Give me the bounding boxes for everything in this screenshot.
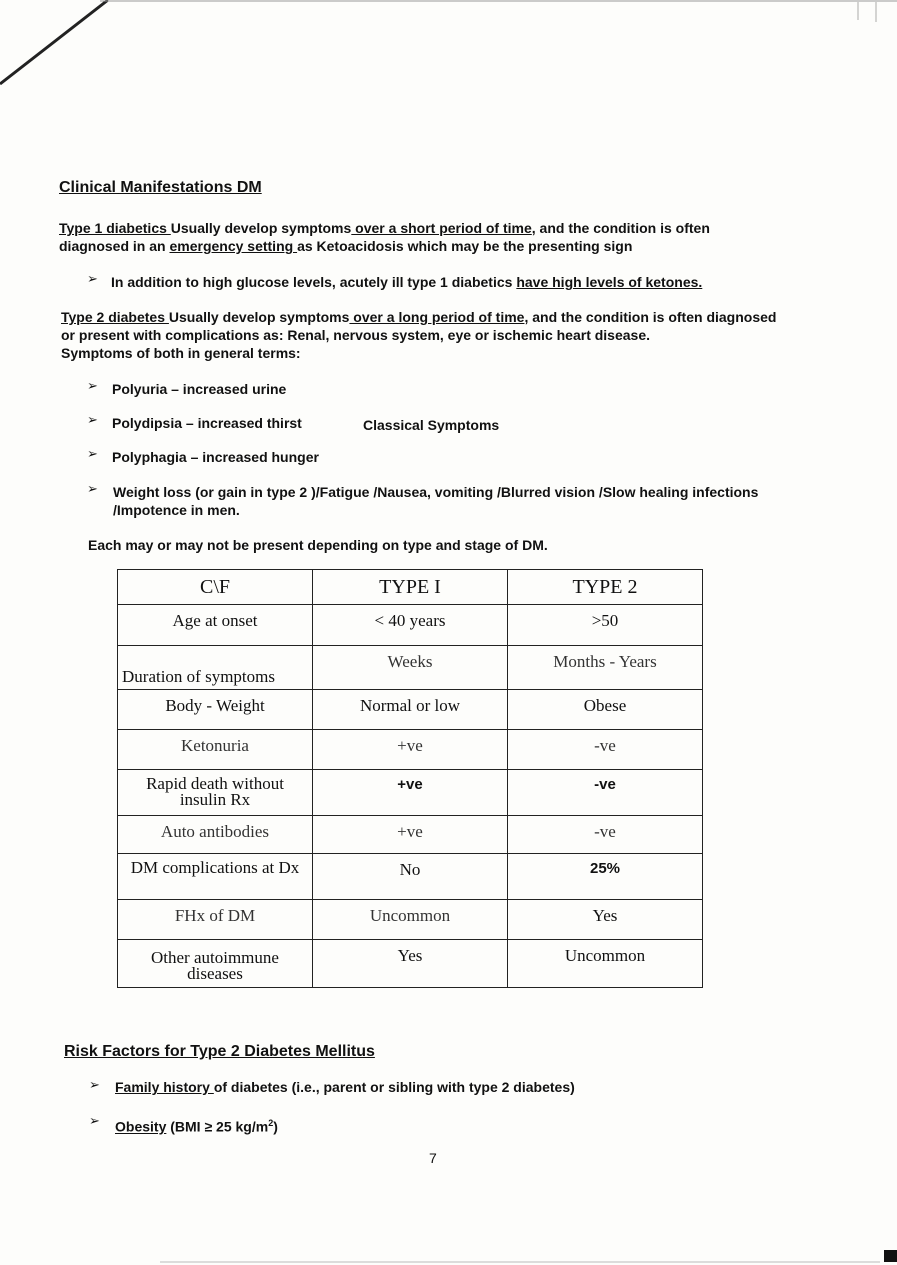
type1-text: as Ketoacidosis which may be the presenting sign [297, 238, 633, 254]
table-cell: Uncommon [508, 940, 703, 988]
table-header-cell: TYPE I [313, 570, 508, 605]
table-cell: -ve [508, 816, 703, 854]
table-row [118, 816, 703, 854]
symptoms-intro: Symptoms of both in general terms: [61, 345, 301, 361]
symptom-item: Weight loss (or gain in type 2 )/Fatigue /Nausea, vomiting /Blurred vision /Slow healing infections [113, 484, 759, 500]
page-number: 7 [429, 1150, 437, 1166]
table-row [118, 605, 703, 646]
table-row [118, 854, 703, 900]
type1-underline-short: over a short period of time [351, 220, 532, 236]
type2-underline-long: over a long period of time [349, 309, 525, 325]
bullet-arrow-icon: ➢ [89, 1114, 100, 1129]
bullet-arrow-icon: ➢ [87, 272, 98, 287]
table-cell: +ve [313, 770, 508, 816]
type1-text: , and the condition is often [531, 220, 710, 236]
table-cell: +ve [313, 730, 508, 770]
classical-symptoms-label: Classical Symptoms [363, 417, 500, 433]
note-text: Each may or may not be present depending on type and stage of DM. [88, 537, 548, 553]
symptom-item-continued: /Impotence in men. [113, 502, 240, 518]
table-cell: Yes [313, 940, 508, 988]
type2-paragraph: Type 2 diabetes Usually develop symptoms over a long period of time, and the condition is often diagnosed or present with complications as: Renal, nervous system, eye or ischemic heart disease. Symptoms of both in general terms: [61, 309, 777, 361]
table-cell: DM complications at Dx [118, 854, 313, 900]
type1-underline-emergency: emergency setting [169, 238, 298, 254]
table-cell: Rapid death without insulin Rx [118, 770, 313, 816]
table-cell: -ve [508, 730, 703, 770]
symptom-item: Polydipsia – increased thirst [112, 415, 302, 431]
table-row [118, 940, 703, 988]
bullet-arrow-icon: ➢ [87, 447, 98, 462]
type1-paragraph [59, 219, 839, 255]
comparison-table [117, 569, 703, 988]
table-cell: Uncommon [313, 900, 508, 940]
table-cell: Other autoimmune diseases [118, 940, 313, 988]
table-cell: FHx of DM [118, 900, 313, 940]
table-cell: Ketonuria [118, 730, 313, 770]
table-cell: Months - Years [508, 646, 703, 690]
table-header-cell: C\F [118, 570, 313, 605]
type1-text: diagnosed in an [59, 238, 170, 254]
bullet-arrow-icon: ➢ [87, 413, 98, 428]
table-row [118, 900, 703, 940]
table-cell: Normal or low [313, 690, 508, 730]
bullet-arrow-icon: ➢ [89, 1078, 100, 1093]
table-header-row [118, 570, 703, 605]
table-cell: -ve [508, 770, 703, 816]
type2-label: Type 2 diabetes [61, 309, 169, 325]
bullet-arrow-icon: ➢ [87, 379, 98, 394]
type1-label: Type 1 diabetics [59, 220, 171, 236]
table-cell: Yes [508, 900, 703, 940]
table-header-cell: TYPE 2 [508, 570, 703, 605]
table-cell: Duration of symptoms [118, 646, 313, 690]
table-cell: Auto antibodies [118, 816, 313, 854]
risk-item-obesity: Obesity (BMI ≥ 25 $kg/m^2$) [115, 1118, 278, 1135]
type1-text: Usually develop symptoms [170, 220, 352, 236]
section-heading-risk-factors: Risk Factors for Type 2 Diabetes Mellitus [64, 1043, 375, 1060]
section-heading-clinical: Clinical Manifestations DM [59, 179, 262, 196]
table-cell: < 40 years [313, 605, 508, 646]
table-cell: Body - Weight [118, 690, 313, 730]
table-cell: +ve [313, 816, 508, 854]
symptom-item: Polyphagia – increased hunger [112, 449, 319, 465]
table-cell: >50 [508, 605, 703, 646]
ketone-bullet: In addition to high glucose levels, acutely ill type 1 diabetics have high levels of ketones. [111, 274, 703, 290]
table-cell: Age at onset [118, 605, 313, 646]
table-row [118, 646, 703, 690]
table-row [118, 730, 703, 770]
bullet-arrow-icon: ➢ [87, 482, 98, 497]
table-cell: No [313, 854, 508, 900]
table-cell: Obese [508, 690, 703, 730]
table-row [118, 690, 703, 730]
risk-item-family-history: Family history of diabetes (i.e., parent or sibling with type 2 diabetes) [115, 1079, 575, 1095]
table-cell: Weeks [313, 646, 508, 690]
table-row [118, 770, 703, 816]
symptom-item: Polyuria – increased urine [112, 381, 287, 397]
table-cell: 25% [508, 854, 703, 900]
